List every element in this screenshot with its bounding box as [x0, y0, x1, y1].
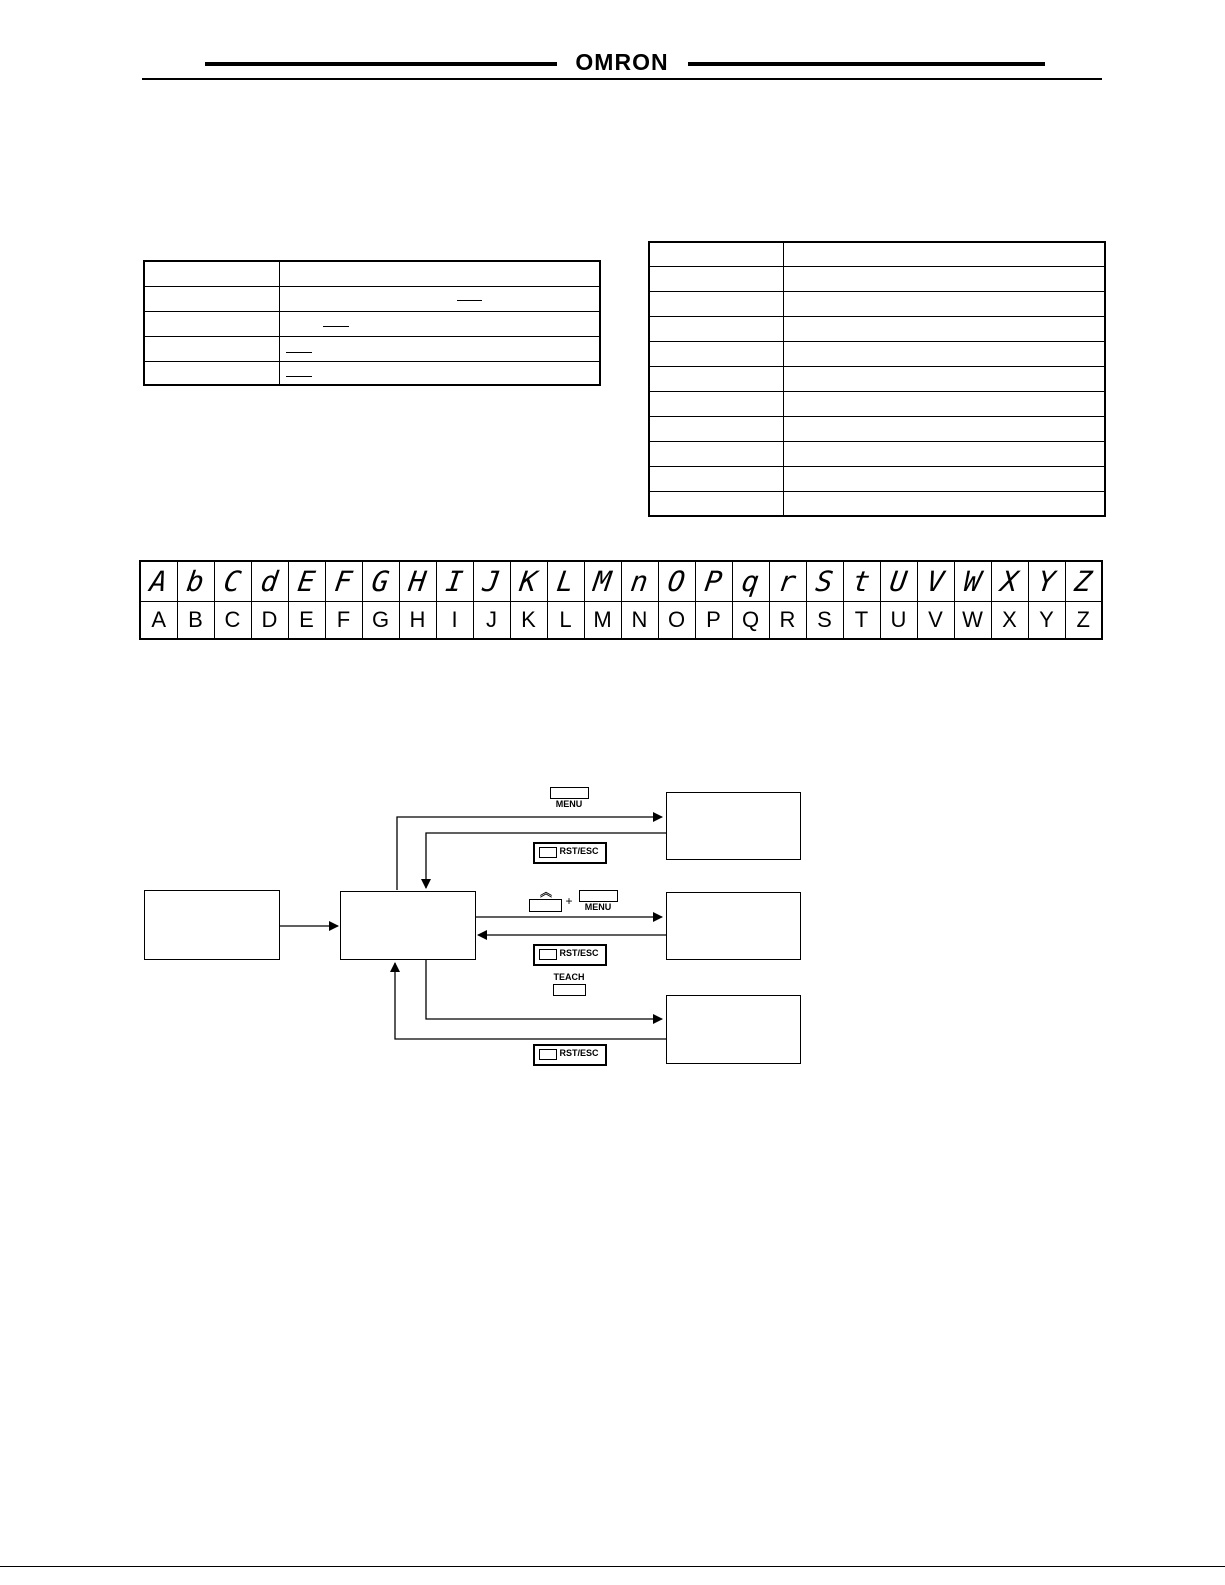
segment-char: Y — [1025, 561, 1068, 601]
segment-char: X — [988, 561, 1031, 601]
letter-cell: Q — [732, 601, 769, 639]
letter-cell: Y — [1028, 601, 1065, 639]
letter-cell: D — [251, 601, 288, 639]
rst-esc-label: RST/ESC — [559, 1048, 599, 1058]
segment-char: F — [322, 561, 365, 601]
letter-cell: Z — [1065, 601, 1102, 639]
segment-char: C — [211, 561, 254, 601]
letter-cell: K — [510, 601, 547, 639]
segment-char: b — [174, 561, 217, 601]
letter-cell: L — [547, 601, 584, 639]
segment-char: K — [507, 561, 550, 601]
menu-key-icon-2 — [579, 890, 618, 902]
menu-key-label-2: MENU — [584, 902, 612, 912]
segment-char: V — [914, 561, 957, 601]
teach-mode-box — [666, 995, 801, 1064]
segment-char: n — [618, 561, 661, 601]
segment-char: U — [877, 561, 920, 601]
start-mode-box — [144, 890, 280, 960]
special-mode-box — [666, 892, 801, 960]
segment-char: L — [544, 561, 587, 601]
center-mode-box — [340, 891, 476, 960]
segment-char: E — [285, 561, 328, 601]
letter-cell: P — [695, 601, 732, 639]
segment-char: Z — [1062, 561, 1105, 601]
letter-cell: E — [288, 601, 325, 639]
letter-cell: G — [362, 601, 399, 639]
segment-char: W — [951, 561, 994, 601]
segment-char: r — [766, 561, 809, 601]
letter-cell: I — [436, 601, 473, 639]
letter-cell: B — [177, 601, 214, 639]
letter-cell: V — [917, 601, 954, 639]
rst-esc-label: RST/ESC — [559, 948, 599, 958]
segment-char: J — [470, 561, 513, 601]
rst-esc-label: RST/ESC — [559, 846, 599, 856]
letter-cell: S — [806, 601, 843, 639]
omron-logo: OMRON — [575, 49, 669, 75]
letter-cell: M — [584, 601, 621, 639]
segment-char: M — [581, 561, 624, 601]
up-arrow-icon: ︽ — [539, 885, 552, 899]
letter-cell: C — [214, 601, 251, 639]
letter-cell: A — [140, 601, 177, 639]
letter-cell: T — [843, 601, 880, 639]
segment-char: A — [137, 561, 180, 601]
letter-cell: F — [325, 601, 362, 639]
letter-cell: R — [769, 601, 806, 639]
segment-char: G — [359, 561, 402, 601]
segment-char: S — [803, 561, 846, 601]
letter-cell: X — [991, 601, 1028, 639]
segment-char: P — [692, 561, 735, 601]
menu-key-icon — [550, 787, 589, 799]
footer-rule — [0, 1566, 1225, 1567]
up-key-icon — [529, 899, 562, 912]
menu-mode-box — [666, 792, 801, 860]
segment-char: t — [840, 561, 883, 601]
letter-cell: O — [658, 601, 695, 639]
letter-cell: N — [621, 601, 658, 639]
segment-char: H — [396, 561, 439, 601]
teach-key-label: TEACH — [553, 972, 585, 982]
letter-cell: U — [880, 601, 917, 639]
segment-char: d — [248, 561, 291, 601]
segment-char: I — [433, 561, 476, 601]
menu-key-label: MENU — [555, 799, 583, 809]
letter-cell: W — [954, 601, 991, 639]
segment-char: q — [729, 561, 772, 601]
segment-char: O — [655, 561, 698, 601]
letter-cell: J — [473, 601, 510, 639]
teach-key-icon — [553, 984, 586, 996]
letter-cell: H — [399, 601, 436, 639]
plus-sign: + — [565, 894, 573, 908]
